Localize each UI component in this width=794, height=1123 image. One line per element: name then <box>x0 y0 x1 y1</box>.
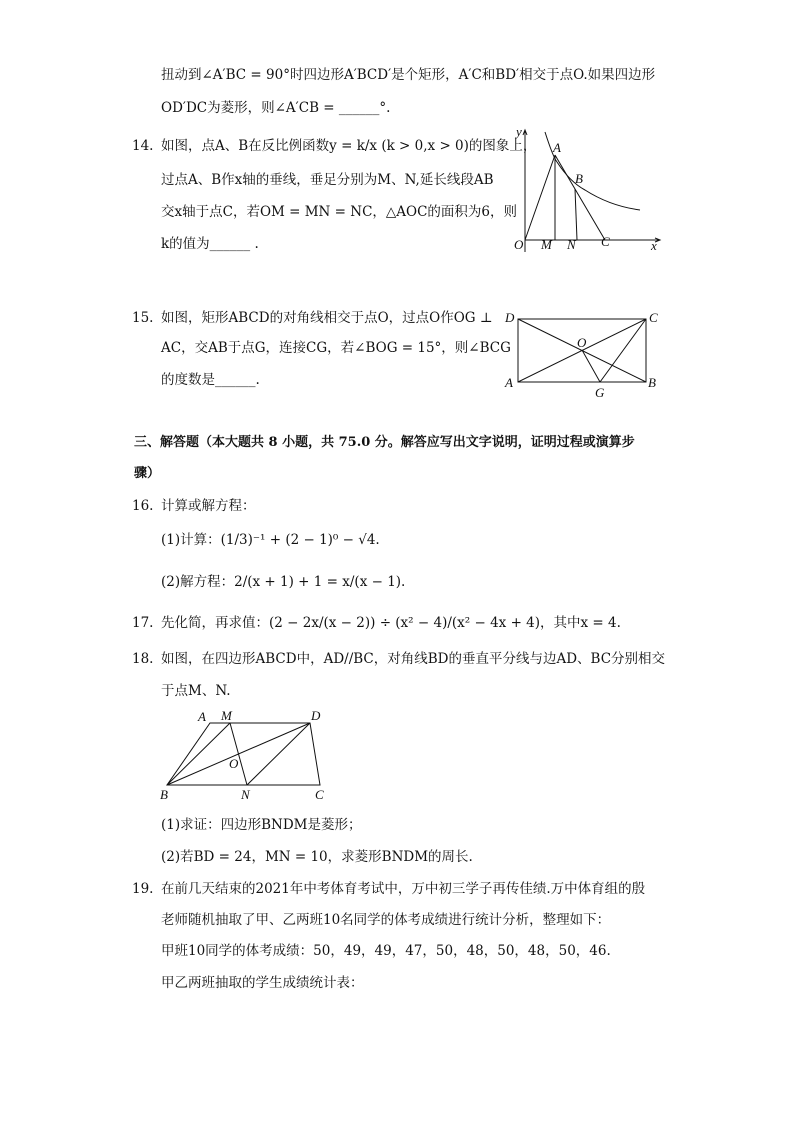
q14-line-2: 过点A、B作x轴的垂线，垂足分别为M、N,延长线段AB <box>161 172 494 188</box>
segment-ND <box>247 723 310 785</box>
q18-part-2: (2)若BD = 24，MN = 10，求菱形BNDM的周长. <box>161 849 473 865</box>
q19-line-3: 甲班10同学的体考成绩：50，49，49，47，50，48，50，48，50，46. <box>161 943 611 959</box>
q16-number: 16. <box>132 498 154 514</box>
label-O: O <box>229 756 239 771</box>
q13-line-2: OD′DC为菱形，则∠A′CB = ______°. <box>161 100 391 116</box>
q17-number: 17. <box>132 615 154 631</box>
q15-number: 15. <box>132 310 154 326</box>
q15-line-3: 的度数是______. <box>161 372 260 388</box>
q13-line-1: 扭动到∠A′BC = 90°时四边形A′BCD′是个矩形，A′C和BD′相交于点O.如果四边形 <box>161 67 656 83</box>
label-M: M <box>541 237 552 252</box>
label-O: O <box>577 335 587 350</box>
label-G: G <box>595 385 605 400</box>
section-3-heading-cont: 骤） <box>134 466 161 481</box>
label-x: x <box>651 238 657 253</box>
label-B: B <box>648 375 656 390</box>
q18-figure <box>155 705 335 805</box>
segment-BM <box>167 723 230 785</box>
segment-CG <box>600 319 646 382</box>
label-C: C <box>315 787 324 802</box>
q18-line-1: 如图，在四边形ABCD中，AD//BC，对角线BD的垂直平分线与边AD、BC分别相交 <box>161 651 666 667</box>
section-3-heading: 三、解答题（本大题共 8 小题，共 75.0 分。解答应写出文字说明，证明过程或演算步 <box>134 435 635 450</box>
label-C: C <box>601 234 610 249</box>
q17-text: 先化简，再求值：(2 − 2x/(x − 2)) ÷ (x² − 4)/(x² − 4x + 4)，其中x = 4. <box>161 615 621 631</box>
label-C: C <box>649 310 658 325</box>
q14-line-3: 交x轴于点C，若OM = MN = NC，△AOC的面积为6，则 <box>161 204 518 220</box>
segment-BN <box>575 189 577 240</box>
label-y: y <box>516 124 522 139</box>
q19-line-2: 老师随机抽取了甲、乙两班10名同学的体考成绩进行统计分析，整理如下： <box>161 912 611 928</box>
label-A: A <box>198 709 206 724</box>
q15-line-2: AC，交AB于点G，连接CG，若∠BOG = 15°，则∠BCG <box>161 340 511 356</box>
label-N: N <box>567 237 576 252</box>
segment-OA <box>525 155 555 240</box>
q15-line-1: 如图，矩形ABCD的对角线相交于点O，过点O作OG ⊥ <box>161 310 493 326</box>
q14-figure <box>505 122 665 257</box>
q18-line-2: 于点M、N. <box>161 683 231 699</box>
label-A: A <box>553 140 561 155</box>
q19-line-4: 甲乙两班抽取的学生成绩统计表： <box>161 975 364 991</box>
q14-number: 14. <box>132 138 154 154</box>
label-D: D <box>505 310 515 325</box>
label-O: O <box>514 237 524 252</box>
label-D: D <box>311 708 321 723</box>
q16-part-1: (1)计算：(1/3)⁻¹ + (2 − 1)⁰ − √4. <box>161 532 380 548</box>
label-N: N <box>241 787 250 802</box>
q14-line-1: 如图，点A、B在反比例函数y = k/x (k > 0,x > 0)的图象上， <box>161 138 537 154</box>
label-M: M <box>221 708 232 723</box>
q15-figure <box>500 305 665 405</box>
q19-line-1: 在前几天结束的2021年中考体育考试中，万中初三学子再传佳绩.万中体育组的殷 <box>161 881 646 897</box>
q14-line-4: k的值为______ . <box>161 236 259 252</box>
quadrilateral-ABCD <box>167 723 320 785</box>
label-A: A <box>505 375 513 390</box>
q16-part-2: (2)解方程：2/(x + 1) + 1 = x/(x − 1). <box>161 574 406 590</box>
q19-number: 19. <box>132 881 154 897</box>
q18-part-1: (1)求证：四边形BNDM是菱形； <box>161 817 362 833</box>
label-B: B <box>575 171 583 186</box>
q18-number: 18. <box>132 651 154 667</box>
q16-title: 计算或解方程： <box>161 498 256 514</box>
label-B: B <box>160 787 168 802</box>
